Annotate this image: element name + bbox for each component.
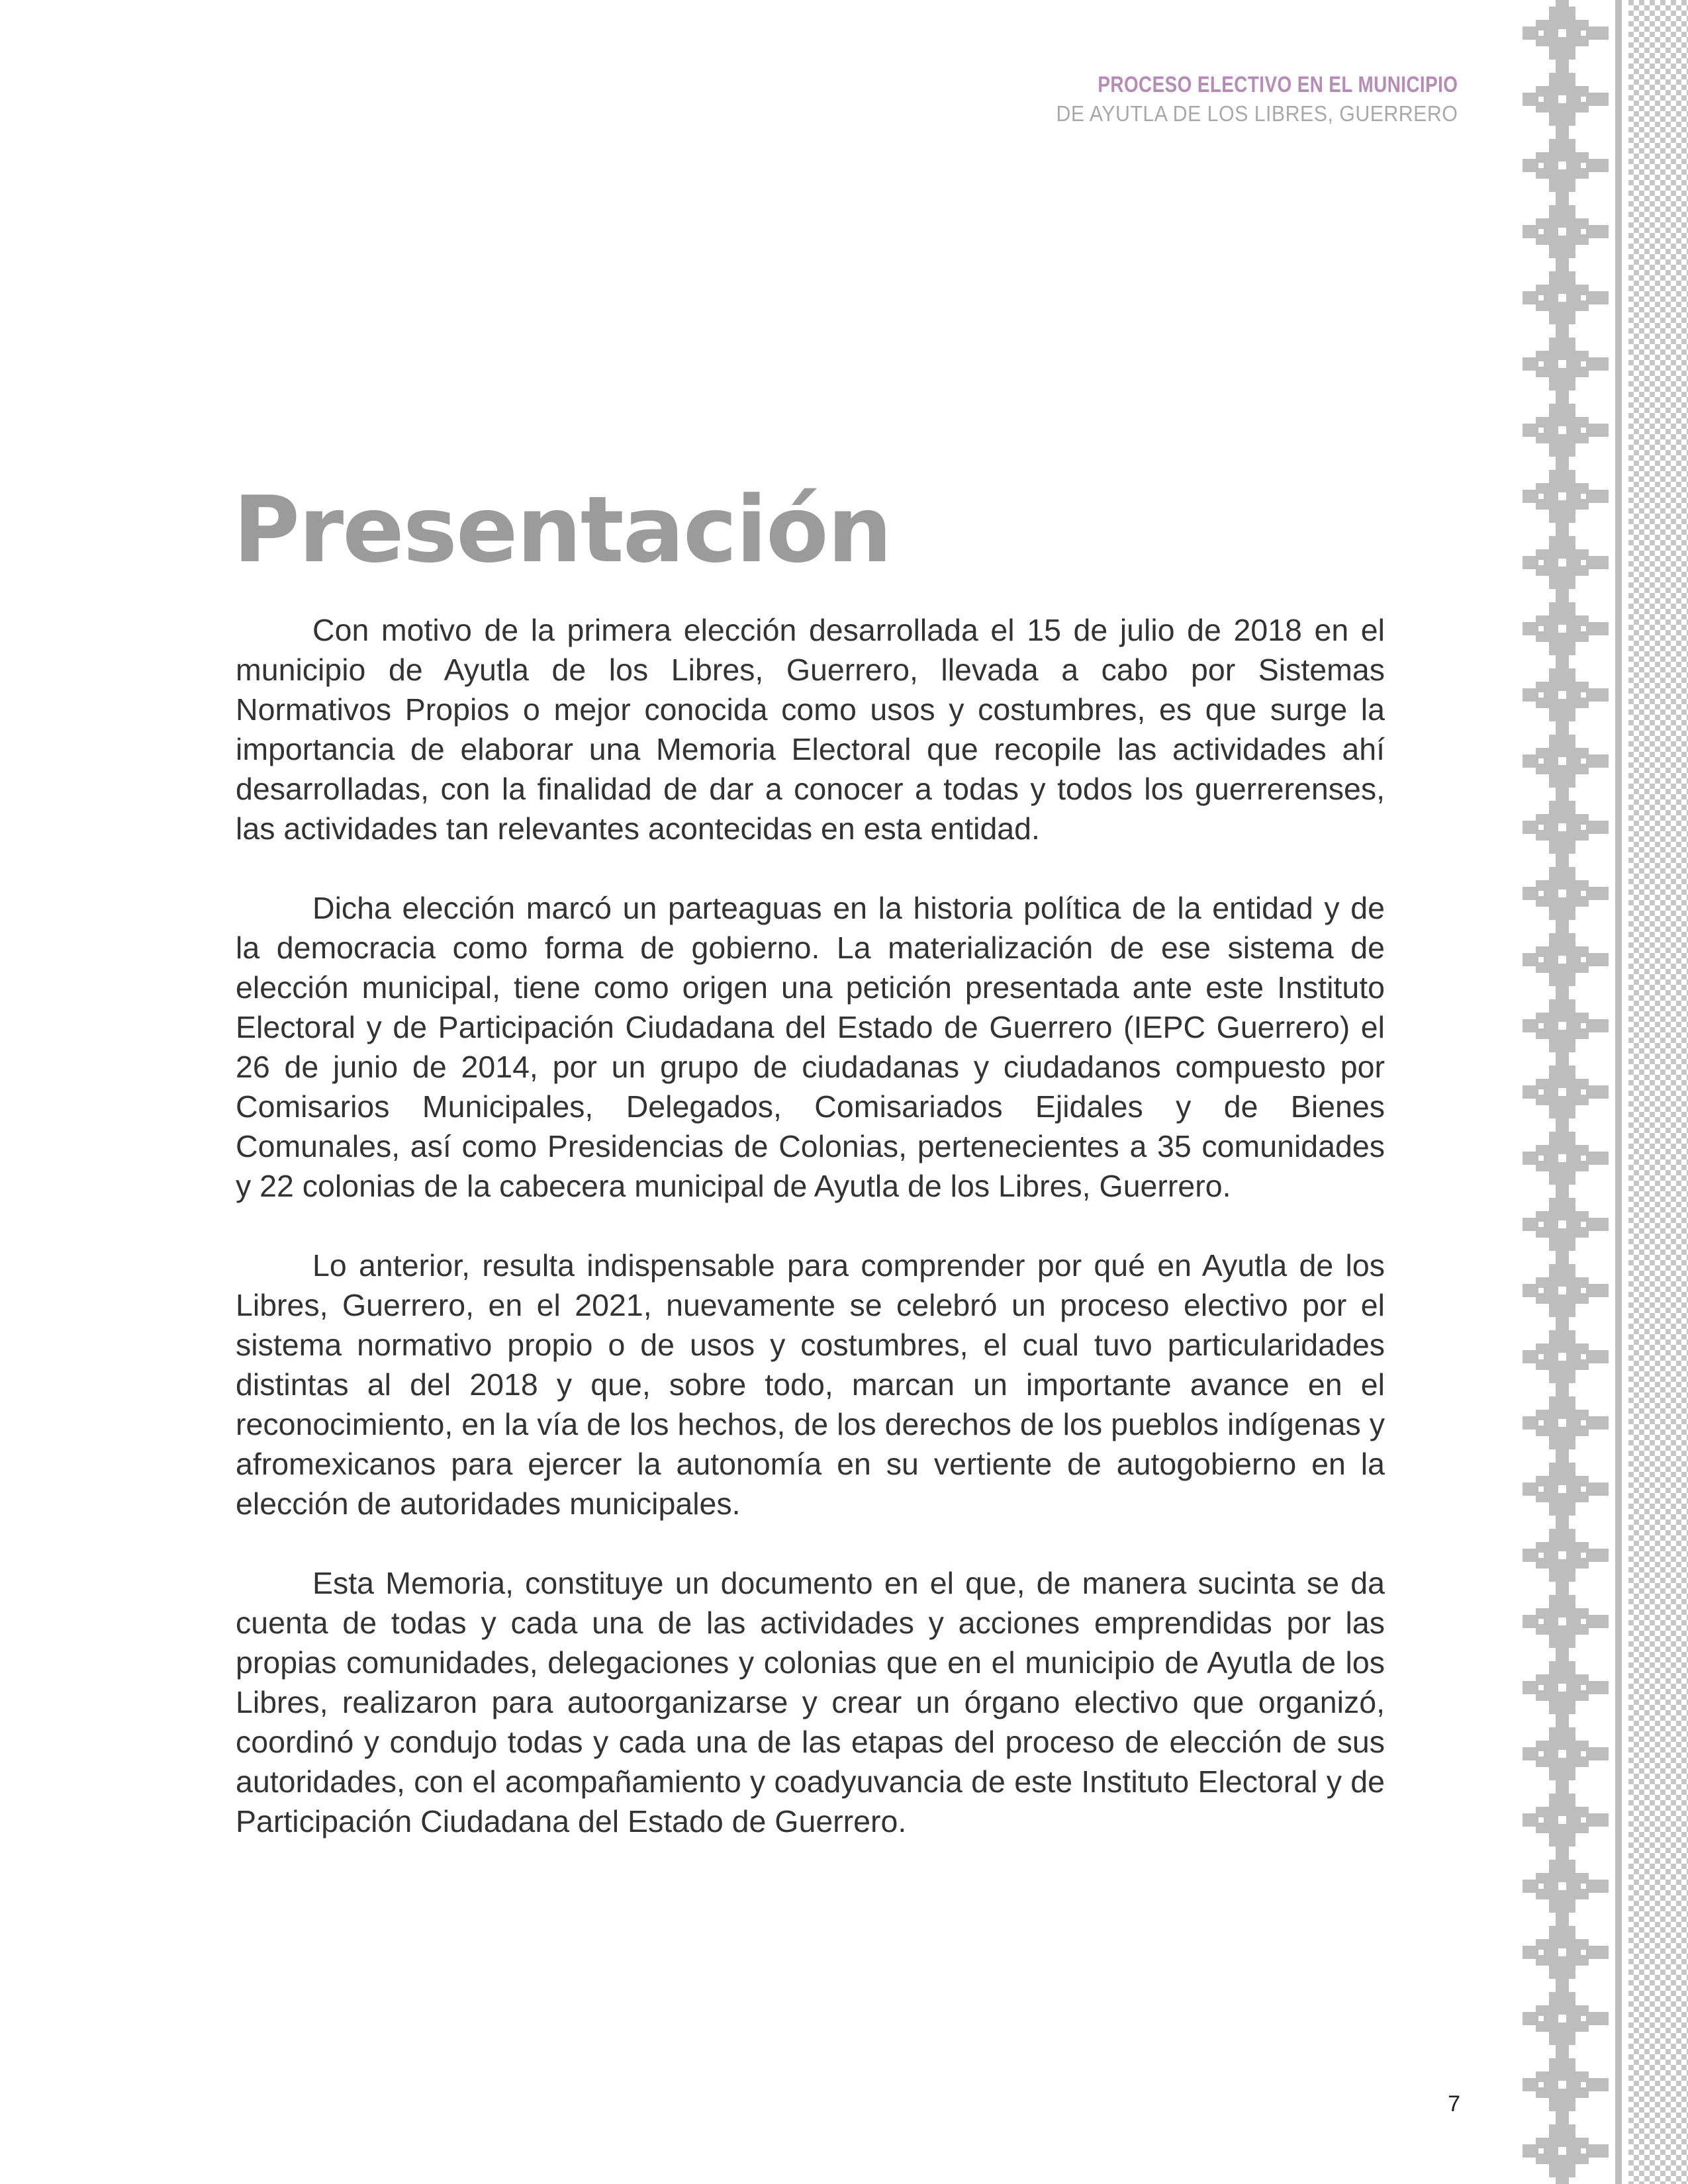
paragraph-3: Lo anterior, resulta indispensable para comprender por qué en Ayutla de los Libres, Guerrero, en el 2021, nuevamente se celebró un proceso electivo por el sistema normativo propio o de usos y costumbres, el cual tuvo particularidades distintas al del 2018 y que, sobre todo, marcan un importante avance en el reconocimiento, en la vía de los hechos, de los derechos de los pueblos indígenas y afromexicanos para ejercer la autonomía en su vertiente de autogobierno en la elección de autoridades municipales. xyxy=(236,1248,1385,1521)
page-number: 7 xyxy=(1448,2091,1460,2116)
border-divider-line xyxy=(1615,0,1622,2184)
border-checker-column xyxy=(1628,0,1688,2184)
paragraph-1: Con motivo de la primera elección desarrollada el 15 de julio de 2018 en el municipio de Ayutla de los Libres, Guerrero, llevada a cabo por Sistemas Normativos Propios o mejor conocida como usos y costumbres, es que surge la importancia de elaborar una Memoria Electoral que recopile las actividades ahí desarrolladas, con la finalidad de dar a conocer a todas y todos los guerrerenses, las actividades tan relevantes acontecidas en esta entidad. xyxy=(236,613,1385,846)
paragraph-2: Dicha elección marcó un parteaguas en la historia política de la entidad y de la democracia como forma de gobierno. La materialización de ese sistema de elección municipal, tiene como origen una petición presentada ante este Instituto Electoral y de Participación Ciudadana del Estado de Guerrero (IEPC Guerrero) el 26 de junio de 2014, por un grupo de ciudadanas y ciudadanos compuesto por Comisarios Municipales, Delegados, Comisariados Ejidales y de Bienes Comunales, así como Presidencias de Colonias, pertenecientes a 35 comunidades y 22 colonias de la cabecera municipal de Ayutla de los Libres, Guerrero. xyxy=(236,891,1385,1203)
running-header-line1: PROCESO ELECTIVO EN EL MUNICIPIO xyxy=(1098,72,1458,97)
paragraph-4: Esta Memoria, constituye un documento en el que, de manera sucinta se da cuenta de todas y cada una de las actividades y acciones emprendidas por las propias comunidades, delegaciones y colonias que en el municipio de Ayutla de los Libres, realizaron para autoorganizarse y crear un órgano electivo que organizó, coordinó y condujo todas y cada una de las etapas del proceso de elección de sus autoridades, con el acompañamiento y coadyuvancia de este Instituto Electoral y de Participación Ciudadana del Estado de Guerrero. xyxy=(236,1566,1385,1839)
decorative-border-pattern xyxy=(1523,0,1688,2184)
body-text xyxy=(236,610,1385,1881)
running-header xyxy=(1019,70,1458,128)
running-header-line2: DE AYUTLA DE LOS LIBRES, GUERRERO xyxy=(1056,101,1458,126)
page-title: Presentación xyxy=(233,477,892,583)
border-motif-column xyxy=(1523,0,1609,2184)
